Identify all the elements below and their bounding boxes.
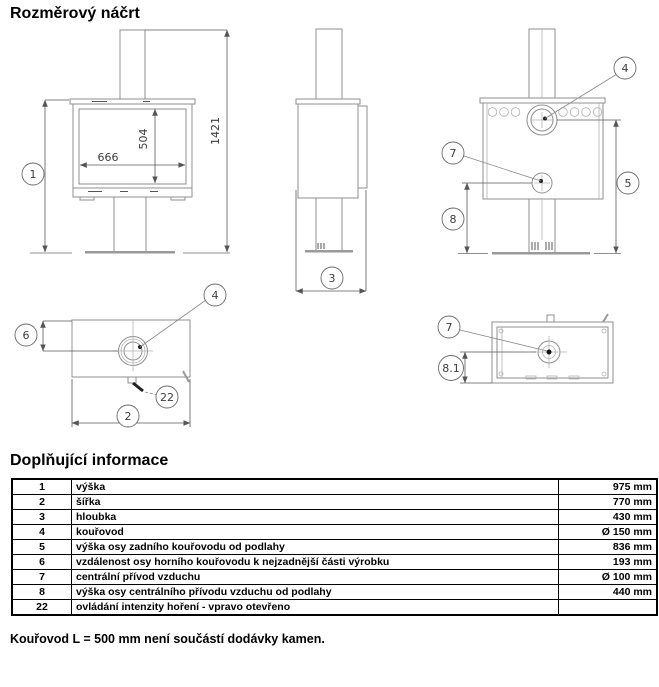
foot-left — [80, 197, 94, 200]
footnote: Kouřovod L = 500 mm není součástí dodávky kamen. — [10, 632, 325, 646]
row-label: ovládání intenzity hoření - vpravo otevřeno — [72, 600, 559, 616]
stove-body-front — [73, 104, 192, 188]
flue-pipe-side — [316, 29, 342, 99]
callout-5: 5 — [624, 177, 632, 190]
burn-control-tab — [547, 315, 554, 322]
flue-pipe-front — [120, 30, 145, 99]
callout-1: 1 — [29, 168, 37, 181]
dim-label-1421: 1421 — [209, 117, 222, 145]
row-label: výška — [72, 479, 559, 495]
row-number: 22 — [12, 600, 72, 616]
table-row — [12, 510, 657, 525]
callout-7: 7 — [449, 147, 457, 160]
row-value: 440 mm — [559, 585, 658, 600]
table-row — [12, 570, 657, 585]
row-number: 7 — [12, 570, 72, 585]
callout-6: 6 — [22, 329, 30, 342]
row-label: výška osy centrálního přívodu vzduchu od podlahy — [72, 585, 559, 600]
table-row — [12, 495, 657, 510]
vent-slots-back — [532, 242, 552, 250]
table-row — [12, 525, 657, 540]
door-handle-bottom — [603, 314, 608, 322]
bottom-strip-front — [73, 188, 192, 197]
row-value: 193 mm — [559, 555, 658, 570]
dim-label-504: 504 — [137, 128, 150, 150]
base-plate-side — [305, 250, 353, 253]
burn-control-housing — [128, 377, 136, 383]
pedestal-side — [316, 198, 342, 250]
row-value: 770 mm — [559, 495, 658, 510]
callout-7b: 7 — [445, 321, 453, 334]
top-plate-side — [296, 99, 360, 104]
row-number: 3 — [12, 510, 72, 525]
row-value: 836 mm — [559, 540, 658, 555]
dim-label-666: 666 — [97, 151, 119, 164]
leader-22 — [145, 392, 157, 395]
row-value — [559, 600, 658, 616]
row-value: 430 mm — [559, 510, 658, 525]
base-plate-back — [492, 252, 590, 255]
row-label: výška osy zadního kouřovodu od podlahy — [72, 540, 559, 555]
foot-right — [171, 197, 185, 200]
vent-slots-side — [318, 243, 324, 249]
row-label: kouřovod — [72, 525, 559, 540]
row-value: Ø 150 mm — [559, 525, 658, 540]
callout-4b: 4 — [211, 289, 219, 302]
row-number: 5 — [12, 540, 72, 555]
callout-3: 3 — [328, 272, 336, 285]
table-row — [12, 600, 657, 616]
row-number: 2 — [12, 495, 72, 510]
additional-info-table — [11, 478, 658, 616]
front-view — [22, 30, 230, 254]
callout-8-1: 8.1 — [442, 362, 460, 375]
leader-dot-air-bottom — [547, 350, 552, 355]
bottom-view — [438, 314, 613, 383]
back-view — [442, 29, 639, 255]
page-title: Rozměrový náčrt — [10, 5, 140, 22]
callout-8: 8 — [449, 213, 457, 226]
row-label: centrální přívod vzduchu — [72, 570, 559, 585]
callout-4: 4 — [621, 62, 629, 75]
top-view — [15, 284, 226, 427]
stove-body-side — [298, 104, 358, 198]
row-value: 975 mm — [559, 479, 658, 495]
row-label: šířka — [72, 495, 559, 510]
row-value: Ø 100 mm — [559, 570, 658, 585]
row-number: 8 — [12, 585, 72, 600]
table-row — [12, 585, 657, 600]
table-row — [12, 555, 657, 570]
row-number: 6 — [12, 555, 72, 570]
row-number: 1 — [12, 479, 72, 495]
row-label: vzdálenost osy horního kouřovodu k nejzadnější části výrobku — [72, 555, 559, 570]
pedestal-front — [114, 197, 146, 251]
top-plate-back — [480, 98, 605, 103]
row-number: 4 — [12, 525, 72, 540]
back-panel-side — [358, 106, 367, 188]
section-title: Doplňující informace — [10, 452, 169, 469]
base-plate-front — [85, 251, 175, 254]
table-row — [12, 479, 657, 495]
side-view — [296, 29, 367, 291]
row-label: hloubka — [72, 510, 559, 525]
burn-control-lever — [133, 383, 143, 391]
callout-22: 22 — [160, 391, 174, 404]
top-view-outline — [72, 320, 190, 377]
table-row — [12, 540, 657, 555]
callout-2: 2 — [124, 410, 132, 423]
top-plate-front — [70, 99, 195, 104]
